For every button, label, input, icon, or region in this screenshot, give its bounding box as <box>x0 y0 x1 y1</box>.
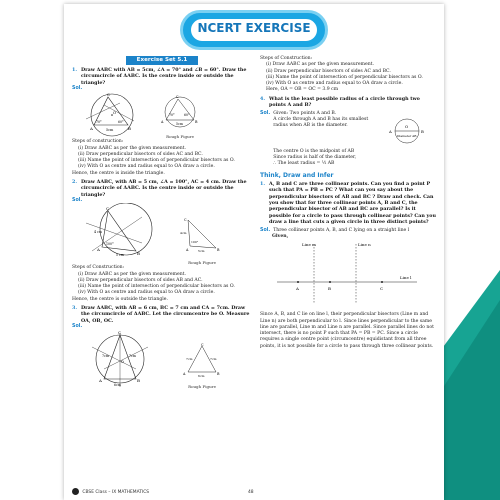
svg-text:Line m: Line m <box>302 242 316 248</box>
svg-text:4 cm: 4 cm <box>94 230 102 235</box>
svg-text:100°: 100° <box>191 240 199 245</box>
section-badge <box>180 10 328 50</box>
fig-label: B <box>128 126 131 132</box>
fig-label: 70° <box>96 120 102 125</box>
svg-text:C: C <box>184 218 187 223</box>
q4-diameter-figure <box>378 117 436 149</box>
svg-text:B: B <box>195 120 198 125</box>
collinear-answer: Since A, B, and C lie on line l, their perpendicular bisectors (Line m and Line n) are both perpendicular to l. Since lines perpendicular to the same line are parallel, Line m and Line n are parallel. Since parallel lines do not intersect, there is no point P such that PA = PB = PC. Since a circle requires a single centre point (circumcentre) equidistant from all three points, it is not possible for a circle to pass through three collinear points. <box>260 312 434 349</box>
svg-text:A: A <box>161 120 164 125</box>
textbook-page <box>64 4 444 500</box>
step-item: (iii) Name the point of intersection of perpendicular bisectors as O. <box>78 158 235 164</box>
svg-text:7cm: 7cm <box>129 354 136 359</box>
exercise-set-title: Exercise Set 5.1 <box>126 56 198 65</box>
question-4-text: What is the least possible radius of a circle through two points A and B? <box>269 95 420 109</box>
q2-rough-figure <box>176 216 228 265</box>
svg-text:C: C <box>118 330 122 336</box>
left-column <box>72 56 254 389</box>
fig-label: C <box>107 92 111 98</box>
svg-text:B: B <box>217 248 220 253</box>
question-5: 1. A, B and C are three collinear points. Can you find a point P such that PA = PB = PC ? What can you say about the perpendicular bisectors of AB and BC ? Draw and check. Can you show that for three collinear points A, B and C, the perpendicular bisector of AB and BC are parallel? Is it possible for a circle to pass through collinear points? Can you draw a line that cuts a given circle in three distinct points? <box>260 180 436 226</box>
steps-title: Steps of construction: <box>72 139 124 145</box>
q3-construction-figure <box>72 329 172 389</box>
q2-construction-figure <box>72 203 172 265</box>
measurement: Here, OA = OB = OC = 3.9 cm <box>266 87 339 93</box>
svg-text:C: C <box>201 343 204 348</box>
question-4: 4. What is the least possible radius of a circle through two points A and B? <box>260 96 436 109</box>
svg-text:A: A <box>296 286 299 292</box>
since-text: Since radius is half of the diameter, <box>273 155 357 161</box>
think-draw-infer-heading: Think, Draw and Infer <box>260 171 334 179</box>
section-title: NCERT EXERCISE <box>197 21 311 35</box>
publisher-logo-icon <box>72 488 79 495</box>
solution-label: Sol. <box>72 86 83 92</box>
q1-construction-figure <box>72 91 150 139</box>
steps-title: Steps of Construction: <box>72 265 125 271</box>
fig-label: A <box>90 126 93 132</box>
step-item: (ii) Draw perpendicular bisectors of sides AB and AC. <box>78 277 203 283</box>
q3-rough-figure <box>176 342 228 389</box>
step-item: (ii) Draw perpendicular bisectors of sides AC and BC. <box>266 68 391 74</box>
svg-text:A: A <box>183 372 186 377</box>
svg-text:Diameter AB: Diameter AB <box>397 133 417 138</box>
q1-rough-figure <box>154 94 206 139</box>
given-text: Given: Two points A and B. <box>273 110 337 116</box>
svg-text:7cm: 7cm <box>102 354 109 359</box>
fig-label: 5cm <box>106 128 114 133</box>
svg-text:7cm: 7cm <box>186 357 193 362</box>
svg-text:4cm: 4cm <box>180 231 187 236</box>
question-5-text: A, B and C are three collinear points. Can you find a point P such that PA = PB = PC ? What can you say about the perpendicular bisectors of AB and BC ? Draw and check. Can you show that for three collinear points A, B and C, the perpendicular bisector of AB and BC are parallel? Is it possible for a circle to pass through collinear points? Can you draw a line that cuts a given circle in three distinct points? <box>269 180 436 226</box>
fig-label: 60° <box>118 120 124 125</box>
conclusion: Hence, the centre is inside the triangle. <box>72 170 165 176</box>
question-2-text: Draw ΔABC, with AB = 5 cm, ∠A = 100°, AC = 4 cm. Draw the circumcircle of ΔABC. Is the centre inside or outside the triangle? <box>81 179 247 198</box>
svg-text:B: B <box>328 286 331 292</box>
svg-text:C: C <box>106 206 110 212</box>
centre-text: The centre O is the midpoint of AB <box>273 148 355 154</box>
svg-text:A: A <box>389 128 392 134</box>
svg-text:A: A <box>186 248 189 253</box>
steps-title: Steps of Construction: <box>260 56 313 61</box>
conclusion: Hence, the centre is outside the triangle. <box>72 296 168 302</box>
svg-text:A: A <box>99 378 102 384</box>
question-3-text: Draw ΔABC, with AB = 6 cm, BC = 7 cm and CA = 7cm. Draw the circumcircle of ΔABC. Let the circumcentre be O. Measure OA, OB, OC. <box>81 305 250 324</box>
svg-text:C: C <box>176 95 179 100</box>
step-item: (iv) With O as centre and radius equal to OA draw a circle. <box>78 290 215 296</box>
svg-text:7cm: 7cm <box>210 357 217 362</box>
svg-text:Line l: Line l <box>400 275 412 281</box>
step-item: (ii) Draw perpendicular bisectors of sides AC and BC. <box>78 151 203 157</box>
svg-text:Line n: Line n <box>358 242 371 248</box>
svg-text:O: O <box>121 360 124 365</box>
least-radius-text: ∴ The least radius = ½ AB <box>273 161 335 167</box>
question-1-text: Draw ΔABC with AB = 5cm, ∠A = 70° and ∠B = 60°. Draw the circumcircle of ΔABC. Is the centre inside or outside the triangle? <box>81 67 247 86</box>
step-item: (i) Draw ΔABC as per the given measurement. <box>78 271 186 277</box>
fig-label: O <box>113 111 116 116</box>
svg-text:60°: 60° <box>184 113 190 118</box>
step-item: (i) Draw ΔABC as per the given measurement. <box>78 145 186 151</box>
question-1: 1. Draw ΔABC with AB = 5cm, ∠A = 70° and ∠B = 60°. Draw the circumcircle of ΔABC. Is the centre inside or outside the triangle? <box>72 67 254 86</box>
explanation-text: A circle through A and B has its smallest radius when AB is the diameter. <box>273 116 369 129</box>
collinear-figure <box>260 240 436 312</box>
page-footer <box>72 488 436 498</box>
step-item: (iii) Name the point of intersection of perpendicular bisectors as O. <box>78 284 235 290</box>
svg-text:B: B <box>217 372 220 377</box>
solution-label: Sol. <box>72 324 83 330</box>
svg-text:5 cm: 5 cm <box>116 253 124 258</box>
svg-text:O: O <box>405 123 409 129</box>
right-column <box>260 56 436 350</box>
svg-text:6cm: 6cm <box>114 383 121 388</box>
svg-text:B: B <box>137 378 140 384</box>
solution-label: Sol. <box>260 227 271 233</box>
step-item: (iv) With O as centre and radius equal to OA draw a circle. <box>266 81 403 87</box>
svg-text:5cm: 5cm <box>198 249 205 254</box>
rough-figure-caption: Rough Figure <box>188 384 216 390</box>
svg-text:5cm: 5cm <box>176 122 183 127</box>
svg-text:100°: 100° <box>106 242 114 247</box>
svg-text:70°: 70° <box>169 113 175 118</box>
svg-text:6cm: 6cm <box>198 374 205 379</box>
solution-label: Sol. <box>260 110 271 116</box>
rough-figure-caption: Rough Figure <box>188 260 216 266</box>
step-item: (iii) Name the point of intersection of perpendicular bisectors as O. <box>266 74 423 80</box>
question-3: 3. Draw ΔABC, with AB = 6 cm, BC = 7 cm and CA = 7cm. Draw the circumcircle of ΔABC. Let the circumcentre be O. Measure OA, OB, OC. <box>72 305 254 324</box>
step-item: (i) Draw ΔABC as per the given measurement. <box>266 62 374 68</box>
svg-text:B: B <box>421 128 425 134</box>
question-2: 2. Draw ΔABC, with AB = 5 cm, ∠A = 100°, AC = 4 cm. Draw the circumcircle of ΔABC. Is the centre inside or outside the triangle? <box>72 179 254 198</box>
given-text: Three collinear points A, B, and C lying on a straight line l <box>273 227 410 233</box>
rough-figure-caption: Rough Figure <box>166 134 194 140</box>
svg-text:A: A <box>97 247 100 253</box>
step-item: (iv) With O as centre and radius equal to OA draw a circle. <box>78 164 215 170</box>
svg-text:B: B <box>137 251 140 257</box>
book-title: CBSE Class – IX MATHEMATICS <box>82 490 150 495</box>
given-label: Given, <box>272 233 289 239</box>
page-number: 48 <box>248 490 254 495</box>
solution-label: Sol. <box>72 198 83 204</box>
svg-text:C: C <box>380 286 384 292</box>
